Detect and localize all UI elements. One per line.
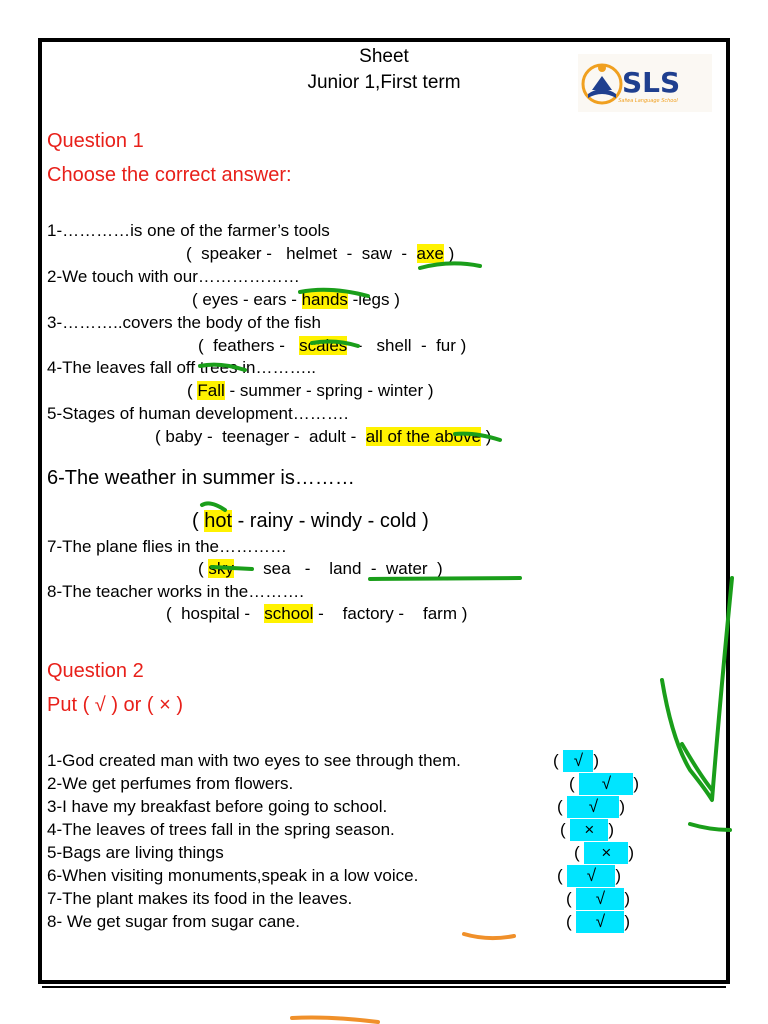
q2-item8-text: 8- We get sugar from sugar cane.	[47, 912, 300, 931]
q1-item2-options: ( eyes - ears - hands -legs )	[192, 290, 400, 309]
q2-item2-mark: √	[579, 773, 633, 795]
q1-item4-options: ( Fall - summer - spring - winter )	[187, 381, 434, 400]
logo-tagline: Safwa Language School	[618, 98, 678, 104]
q1-item1-stem: 1-…………is one of the farmer’s tools	[47, 221, 330, 240]
q2-item4-text: 4-The leaves of trees fall in the spring season.	[47, 820, 395, 839]
logo-text: SLS	[622, 66, 681, 99]
q1-item7-answer: sky	[208, 559, 234, 578]
q1-item1-answer: axe	[416, 244, 444, 263]
q1-item6-options: ( hot - rainy - windy - cold )	[192, 510, 429, 532]
q1-item6-stem: 6-The weather in summer is………	[47, 467, 355, 489]
q1-item4-stem: 4-The leaves fall off trees in………..	[47, 358, 316, 377]
question2-instruction: Put ( √ ) or ( × )	[47, 694, 183, 716]
q2-item3-mark: √	[567, 796, 619, 818]
q2-item6-answer: ( √ )	[557, 866, 622, 885]
q2-item1-answer: ( √ )	[553, 751, 600, 770]
q1-item4-answer: Fall	[197, 381, 225, 400]
q2-item5-text: 5-Bags are living things	[47, 843, 224, 862]
q1-item1-options: ( speaker - helmet - saw - axe )	[186, 244, 455, 263]
school-logo	[578, 54, 712, 112]
q1-item2-stem: 2-We touch with our………………	[47, 267, 300, 286]
q2-item7-text: 7-The plant makes its food in the leaves.	[47, 889, 353, 908]
question2-heading: Question 2	[47, 660, 144, 682]
q2-item3-text: 3-I have my breakfast before going to school.	[47, 797, 388, 816]
q2-item7-answer: ( √ )	[566, 889, 631, 908]
q1-item5-stem: 5-Stages of human development……….	[47, 404, 349, 423]
q2-item7-mark: √	[576, 888, 624, 910]
q1-item5-answer: all of the above	[365, 427, 482, 446]
q1-item2-answer: hands	[301, 290, 348, 309]
orange-stroke-bottom-mark	[292, 1018, 378, 1023]
q2-item5-answer: ( × )	[574, 843, 635, 862]
q1-item7-stem: 7-The plane flies in the…………	[47, 537, 287, 556]
q2-item8-answer: ( √ )	[566, 912, 631, 931]
q2-item6-text: 6-When visiting monuments,speak in a low voice.	[47, 866, 419, 885]
q1-item6-answer: hot	[204, 510, 233, 532]
q2-item2-answer: ( √ )	[569, 774, 640, 793]
q2-item5-mark: ×	[584, 842, 628, 864]
q2-item8-mark: √	[576, 911, 624, 933]
q2-item4-answer: ( × )	[560, 820, 615, 839]
q1-item3-answer: scales	[299, 336, 348, 355]
q2-item3-answer: ( √ )	[557, 797, 626, 816]
sheet-subtitle: Junior 1,First term	[307, 72, 461, 93]
q2-item2-text: 2-We get perfumes from flowers.	[47, 774, 294, 793]
question1-heading: Question 1	[47, 130, 144, 152]
q1-item3-stem: 3-………..covers the body of the fish	[47, 313, 322, 332]
q1-item5-options: ( baby - teenager - adult - all of the above )	[155, 427, 492, 446]
q1-item8-answer: school	[264, 604, 314, 623]
q1-item7-options: ( sky - sea - land - water )	[198, 559, 443, 578]
q1-item8-stem: 8-The teacher works in the……….	[47, 582, 304, 601]
q2-item4-mark: ×	[570, 819, 608, 841]
q2-item1-text: 1-God created man with two eyes to see through them.	[47, 751, 461, 770]
q2-item1-mark: √	[563, 750, 593, 772]
sheet-title: Sheet	[359, 46, 409, 67]
q1-item8-options: ( hospital - school - factory - farm )	[166, 604, 468, 623]
q2-item6-mark: √	[567, 865, 615, 887]
q1-item3-options: ( feathers - scales - shell - fur )	[198, 336, 467, 355]
question1-instruction: Choose the correct answer:	[47, 164, 292, 186]
